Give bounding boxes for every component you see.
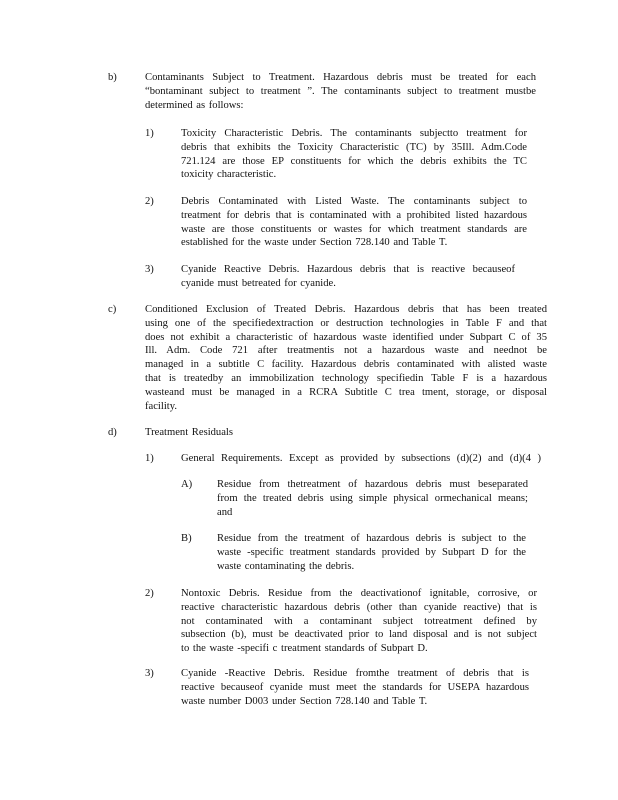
- item-marker: 3): [145, 264, 154, 275]
- item-paragraph: Nontoxic Debris. Residue from the deactivationof ignitable, corrosive, or reactive characteristic hazardous debris (other than cyanide reactive) that is not contaminated with a contaminant subject totreatment defined by subsection (b), must be deactivated prior to land disposal and is not subject to the waste -specifi c treatment standards of Subpart D.: [181, 588, 537, 655]
- item-paragraph: Cyanide -Reactive Debris. Residue fromthe treatment of debris that is reactive becauseof cyanide must meet the standards for USEPA hazardous waste number D003 under Section 728.140 and Table T.: [181, 668, 529, 707]
- section-marker: c): [108, 304, 117, 315]
- section-marker: b): [108, 72, 117, 83]
- item-paragraph: Cyanide Reactive Debris. Hazardous debris that is reactive becauseof cyanide must betreated for cyanide.: [181, 264, 515, 289]
- item-marker: 3): [145, 668, 154, 679]
- section-heading-paragraph: Contaminants Subject to Treatment. Hazardous debris must be treated for each “bontaminant subject to treatment ”. The contaminants subject to treatment mustbe determined as follows:: [145, 72, 536, 111]
- item-paragraph: Debris Contaminated with Listed Waste. The contaminants subject to treatment for debris that is contaminated with a prohibited listed hazardous waste are those constituents or wastes for which treatment standards are established for the waste under Section 728.140 and Table T.: [181, 196, 527, 249]
- subitem-marker: B): [181, 533, 192, 544]
- item-paragraph: General Requirements. Except as provided by subsections (d)(2) and (d)(4 ): [181, 453, 541, 464]
- item-marker: 2): [145, 588, 154, 599]
- section-heading: Treatment Residuals: [145, 427, 233, 438]
- item-marker: 1): [145, 453, 154, 464]
- subitem-paragraph: Residue from thetreatment of hazardous debris must beseparated from the treated debris using simple physical ormechanical means; and: [217, 479, 528, 518]
- subitem-paragraph: Residue from the treatment of hazardous debris is subject to the waste -specific treatment standards provided by Subpart D for the waste contaminating the debris.: [217, 533, 526, 572]
- item-marker: 2): [145, 196, 154, 207]
- section-paragraph: Conditioned Exclusion of Treated Debris. Hazardous debris that has been treated using one of the specifiedextraction or destruction technologies in Table F and that does not exhibit a characteristic of hazardous waste identified under Subpart C of 35 Ill. Adm. Code 721 after treatmentis not a hazardous waste and neednot be managed in a subtitle C facility. Hazardous debris contaminated with alisted waste that is treatedby an immobilization technology specifiedin Table F is a hazardous wasteand must be managed in a RCRA Subtitle C trea tment, storage, or disposal facility.: [145, 304, 547, 412]
- section-marker: d): [108, 427, 117, 438]
- subitem-marker: A): [181, 479, 193, 490]
- item-marker: 1): [145, 128, 154, 139]
- item-paragraph: Toxicity Characteristic Debris. The contaminants subjectto treatment for debris that exhibits the Toxicity Characteristic (TC) by 35Ill. Adm.Code 721.124 are those EP constituents for which the debris exhibits the TC toxicity characteristic.: [181, 128, 527, 181]
